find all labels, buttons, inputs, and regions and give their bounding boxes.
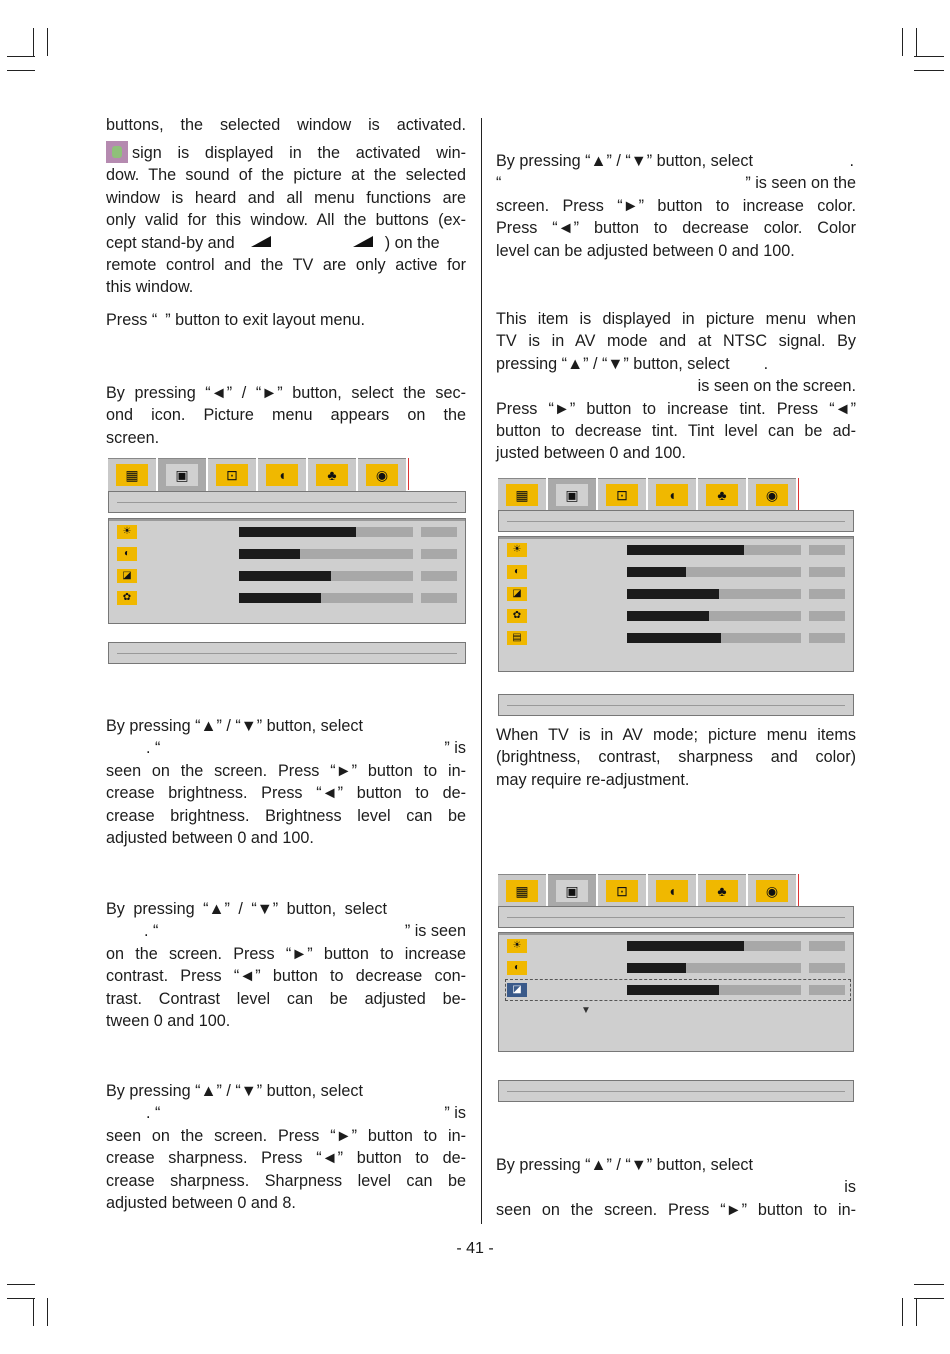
tab-picture bbox=[548, 874, 596, 907]
crop-mark bbox=[902, 28, 903, 56]
menu-row-color bbox=[499, 609, 853, 623]
text-line: Press “◄” button to decrease color. Color bbox=[496, 219, 856, 238]
level-track bbox=[627, 589, 801, 599]
menu-row-brightness bbox=[109, 525, 465, 539]
text-line: only valid for this window. All the buttons (ex- bbox=[106, 211, 466, 230]
level-bar bbox=[239, 549, 300, 559]
menu-panel bbox=[498, 536, 854, 672]
text-line: justed between 0 and 100. bbox=[496, 444, 686, 463]
text-line: screen. bbox=[106, 428, 160, 447]
text-line: adjusted between 0 and 8. bbox=[106, 1194, 296, 1213]
tab-setup bbox=[358, 458, 406, 491]
text-line: is bbox=[844, 1178, 856, 1197]
text-line bbox=[496, 150, 856, 172]
level-value-box bbox=[809, 589, 845, 599]
brightness-icon: ☀ bbox=[507, 939, 527, 953]
text-fragment: Press “ bbox=[106, 311, 158, 329]
tab-picture bbox=[158, 458, 206, 491]
level-bar bbox=[627, 985, 719, 995]
text-line bbox=[106, 737, 466, 759]
color-icon: ✿ bbox=[507, 609, 527, 623]
tab-layout bbox=[108, 458, 156, 491]
text-line: TV is in AV mode and at NTSC signal. By bbox=[496, 332, 856, 351]
tab-sound bbox=[258, 458, 306, 491]
menu-row-contrast bbox=[109, 547, 465, 561]
text-fragment: ” is bbox=[444, 1104, 466, 1123]
volume-icon bbox=[251, 234, 271, 248]
level-value-box bbox=[421, 571, 457, 581]
picture-icon: ▣ bbox=[556, 880, 588, 902]
left-paragraph-5 bbox=[106, 715, 466, 849]
sharpness-icon: ◪ bbox=[507, 983, 527, 997]
menu-footer bbox=[498, 1080, 854, 1102]
level-track bbox=[627, 963, 801, 973]
text-line: (brightness, contrast, sharpness and color) bbox=[496, 748, 856, 767]
layout-icon: ▦ bbox=[506, 484, 538, 506]
tab-layout bbox=[498, 874, 546, 907]
left-paragraph-4 bbox=[106, 382, 466, 449]
menu-header bbox=[498, 906, 854, 928]
level-value-box bbox=[809, 985, 845, 995]
crop-mark bbox=[33, 1298, 34, 1326]
level-bar bbox=[627, 611, 709, 621]
tab-features bbox=[698, 478, 746, 511]
tab-screen bbox=[208, 458, 256, 491]
menu-row-sharpness bbox=[109, 569, 465, 583]
left-paragraph-2 bbox=[106, 141, 466, 299]
tab-layout bbox=[498, 478, 546, 511]
text-line bbox=[106, 232, 466, 254]
sharpness-icon: ◪ bbox=[507, 587, 527, 601]
contrast-icon: ◐ bbox=[117, 547, 137, 561]
level-bar bbox=[627, 545, 744, 555]
text-fragment: . “ bbox=[146, 1104, 161, 1123]
crop-mark bbox=[33, 28, 34, 56]
crop-mark bbox=[902, 1298, 903, 1326]
tab-setup bbox=[748, 478, 796, 511]
crop-mark bbox=[7, 70, 35, 71]
menu-row-brightness bbox=[499, 939, 853, 953]
text-fragment: ) on the bbox=[384, 233, 440, 252]
setup-icon: ◉ bbox=[756, 484, 788, 506]
menu-row-contrast bbox=[499, 961, 853, 975]
level-bar bbox=[627, 567, 686, 577]
text-line: Press “►” button to increase tint. Press “◄” bbox=[496, 399, 856, 418]
text-fragment: ” is seen on the bbox=[745, 174, 856, 193]
level-bar bbox=[627, 633, 721, 643]
text-line: window is heard and all menu functions are bbox=[106, 188, 466, 207]
sound-icon: ◖ bbox=[656, 484, 688, 506]
text-line: When TV is in AV mode; picture menu items bbox=[496, 726, 856, 744]
right-paragraph-1 bbox=[496, 150, 856, 262]
level-value-box bbox=[809, 633, 845, 643]
text-line: By pressing “◄” / “►” button, select the sec- bbox=[106, 384, 466, 402]
level-track bbox=[627, 545, 801, 555]
tab-screen bbox=[598, 874, 646, 907]
text-line: By pressing “▲” / “▼” button, select bbox=[106, 1082, 363, 1100]
text-line bbox=[106, 309, 466, 331]
picture-menu-screenshot bbox=[108, 458, 466, 666]
text-fragment: . “ bbox=[144, 922, 159, 941]
page-number: - 41 - bbox=[456, 1240, 494, 1257]
text-line: By pressing “▲” / “▼” button, select bbox=[106, 900, 387, 918]
crop-mark bbox=[914, 56, 944, 57]
menu-footer bbox=[108, 642, 466, 664]
menu-tab-bar bbox=[498, 478, 799, 510]
menu-row-brightness bbox=[499, 543, 853, 557]
menu-row-tint bbox=[499, 631, 853, 645]
text-line: dow. The sound of the picture at the selected bbox=[106, 166, 466, 185]
right-paragraph-3 bbox=[496, 724, 856, 791]
tab-sound bbox=[648, 478, 696, 511]
sharpness-icon: ◪ bbox=[117, 569, 137, 583]
tab-bar-end bbox=[798, 874, 799, 906]
volume-icon bbox=[353, 234, 373, 248]
text-line: level can be adjusted between 0 and 100. bbox=[496, 241, 795, 260]
text-line: screen. Press “►” button to increase color. bbox=[496, 196, 856, 215]
text-fragment: “ bbox=[496, 174, 502, 193]
level-value-box bbox=[421, 593, 457, 603]
text-fragment: ” is bbox=[444, 739, 466, 758]
text-fragment: . bbox=[849, 152, 854, 170]
tab-screen bbox=[598, 478, 646, 511]
text-line: button to decrease tint. Tint level can be ad- bbox=[496, 422, 856, 441]
level-value-box bbox=[421, 549, 457, 559]
level-bar bbox=[627, 589, 719, 599]
menu-row-sharpness bbox=[499, 587, 853, 601]
crop-mark bbox=[47, 1298, 48, 1326]
text-line: By pressing “▲” / “▼” button, select bbox=[106, 717, 363, 735]
level-value-box bbox=[809, 545, 845, 555]
text-line: crease brightness. Press “◄” button to de- bbox=[106, 784, 466, 803]
text-line: crease sharpness. Press “◄” button to de- bbox=[106, 1149, 466, 1168]
crop-mark bbox=[914, 1298, 944, 1299]
menu-row-contrast bbox=[499, 565, 853, 579]
text-line: buttons, the selected window is activated. bbox=[106, 116, 466, 134]
text-fragment: . “ bbox=[146, 739, 161, 758]
screen-icon: ⊡ bbox=[606, 484, 638, 506]
right-paragraph-2 bbox=[496, 308, 856, 465]
text-line bbox=[496, 172, 856, 194]
crop-mark bbox=[7, 56, 35, 57]
tab-sound bbox=[648, 874, 696, 907]
tab-features bbox=[308, 458, 356, 491]
text-fragment: ” button to exit layout menu. bbox=[165, 311, 366, 329]
text-line: may require re-adjustment. bbox=[496, 770, 690, 789]
features-icon: ♣ bbox=[316, 464, 348, 486]
left-paragraph-3 bbox=[106, 309, 466, 331]
layout-icon: ▦ bbox=[116, 464, 148, 486]
text-line: contrast. Press “◄” button to decrease con- bbox=[106, 967, 466, 986]
menu-panel bbox=[498, 932, 854, 1052]
text-line: remote control and the TV are only active for bbox=[106, 256, 466, 275]
tab-bar-end bbox=[408, 458, 409, 490]
level-track bbox=[627, 941, 801, 951]
text-fragment: sign is displayed in the activated win- bbox=[132, 144, 466, 162]
level-track bbox=[627, 985, 801, 995]
crop-mark bbox=[916, 28, 917, 56]
tab-features bbox=[698, 874, 746, 907]
text-fragment: . bbox=[763, 354, 769, 373]
text-fragment: cept stand-by and bbox=[106, 233, 235, 252]
features-icon: ♣ bbox=[706, 880, 738, 902]
level-bar bbox=[627, 941, 744, 951]
text-line: tween 0 and 100. bbox=[106, 1012, 231, 1031]
level-track bbox=[239, 571, 413, 581]
level-track bbox=[239, 593, 413, 603]
left-paragraph-6 bbox=[106, 898, 466, 1032]
menu-tab-bar bbox=[108, 458, 409, 490]
text-line: on the screen. Press “►” button to increase bbox=[106, 944, 466, 963]
text-line: ond icon. Picture menu appears on the bbox=[106, 406, 466, 425]
screen-icon: ⊡ bbox=[606, 880, 638, 902]
setup-icon: ◉ bbox=[756, 880, 788, 902]
text-line bbox=[496, 353, 856, 375]
text-line: By pressing “▲” / “▼” button, select bbox=[496, 1156, 753, 1174]
layout-icon: ▦ bbox=[506, 880, 538, 902]
menu-tab-bar bbox=[498, 874, 799, 906]
picture-icon: ▣ bbox=[556, 484, 588, 506]
menu-row-sharpness bbox=[499, 983, 853, 997]
text-line: seen on the screen. Press “►” button to in- bbox=[496, 1200, 856, 1219]
features-icon: ♣ bbox=[706, 484, 738, 506]
text-fragment: By pressing “▲” / “▼” button, select bbox=[496, 152, 753, 170]
scroll-down-arrow-icon: ▼ bbox=[581, 1005, 591, 1016]
column-divider bbox=[481, 118, 482, 1224]
crop-mark bbox=[47, 28, 48, 56]
crop-mark bbox=[7, 1284, 35, 1285]
menu-row-color bbox=[109, 591, 465, 605]
tab-bar-end bbox=[798, 478, 799, 510]
color-icon: ✿ bbox=[117, 591, 137, 605]
tab-picture bbox=[548, 478, 596, 511]
picture-menu-av-screenshot bbox=[498, 874, 856, 1102]
level-track bbox=[239, 527, 413, 537]
menu-header bbox=[498, 510, 854, 532]
text-line bbox=[496, 375, 856, 397]
text-fragment: pressing “▲” / “▼” button, select bbox=[496, 354, 730, 373]
level-value-box bbox=[809, 567, 845, 577]
picture-menu-ntsc-screenshot bbox=[498, 478, 856, 716]
menu-header bbox=[108, 491, 466, 513]
tint-icon: ▤ bbox=[507, 631, 527, 645]
level-bar bbox=[239, 571, 331, 581]
level-value-box bbox=[809, 611, 845, 621]
menu-panel bbox=[108, 518, 466, 624]
brightness-icon: ☀ bbox=[117, 525, 137, 539]
brightness-icon: ☀ bbox=[507, 543, 527, 557]
sound-icon: ◖ bbox=[656, 880, 688, 902]
level-track bbox=[627, 567, 801, 577]
contrast-icon: ◐ bbox=[507, 961, 527, 975]
picture-icon: ▣ bbox=[166, 464, 198, 486]
text-line: seen on the screen. Press “►” button to in- bbox=[106, 761, 466, 780]
crop-mark bbox=[7, 1298, 35, 1299]
tab-setup bbox=[748, 874, 796, 907]
level-bar bbox=[239, 527, 356, 537]
level-track bbox=[239, 549, 413, 559]
left-paragraph-1 bbox=[106, 114, 466, 136]
level-value-box bbox=[421, 527, 457, 537]
text-fragment: is seen on the screen. bbox=[697, 377, 856, 396]
left-paragraph-7 bbox=[106, 1080, 466, 1214]
menu-footer bbox=[498, 694, 854, 716]
text-line bbox=[106, 141, 466, 164]
setup-icon: ◉ bbox=[366, 464, 398, 486]
level-value-box bbox=[809, 941, 845, 951]
level-track bbox=[627, 611, 801, 621]
text-line bbox=[106, 1102, 466, 1124]
text-line: This item is displayed in picture menu when bbox=[496, 310, 856, 328]
level-value-box bbox=[809, 963, 845, 973]
crop-mark bbox=[914, 1284, 944, 1285]
text-line: trast. Contrast level can be adjusted be- bbox=[106, 989, 466, 1008]
level-track bbox=[627, 633, 801, 643]
crop-mark bbox=[914, 70, 944, 71]
sound-icon: ◖ bbox=[266, 464, 298, 486]
contrast-icon: ◐ bbox=[507, 565, 527, 579]
right-paragraph-4 bbox=[496, 1154, 856, 1221]
active-window-sign-icon bbox=[106, 141, 128, 163]
text-line: crease brightness. Brightness level can be bbox=[106, 806, 466, 825]
text-line: this window. bbox=[106, 278, 194, 297]
text-line bbox=[106, 920, 466, 942]
text-fragment: ” is seen bbox=[404, 922, 466, 941]
level-bar bbox=[627, 963, 686, 973]
crop-mark bbox=[916, 1298, 917, 1326]
level-bar bbox=[239, 593, 321, 603]
text-line: crease sharpness. Sharpness level can be bbox=[106, 1171, 466, 1190]
text-line: seen on the screen. Press “►” button to in- bbox=[106, 1126, 466, 1145]
text-line: adjusted between 0 and 100. bbox=[106, 829, 314, 848]
screen-icon: ⊡ bbox=[216, 464, 248, 486]
